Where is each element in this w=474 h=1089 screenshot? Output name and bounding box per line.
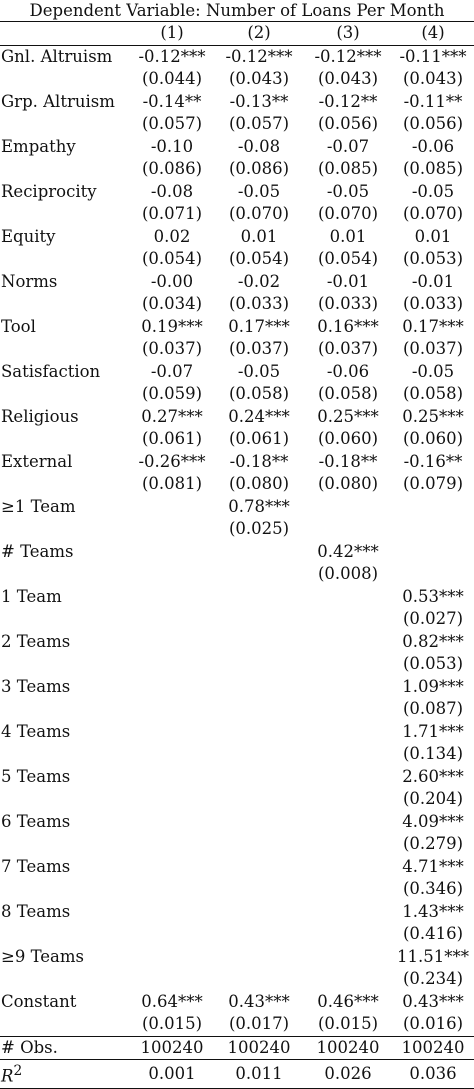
- coef-row: [0, 181, 474, 204]
- std-error-cell: (0.061): [228, 429, 290, 448]
- coefficient-cell: 0.25***: [402, 406, 464, 426]
- coefficient-cell: 0.19***: [141, 316, 203, 336]
- coefficient-cell: 0.01: [414, 226, 452, 246]
- coefficient-cell: [214, 721, 304, 744]
- std-error-cell: [130, 563, 214, 586]
- variable-label: 4 Teams: [1, 721, 71, 741]
- coef-row: [0, 946, 474, 969]
- std-error-cell: [304, 743, 392, 766]
- column-header-row: [0, 22, 474, 46]
- coefficient-cell: 0.43***: [402, 991, 464, 1011]
- coefficient-cell: 1.09***: [402, 676, 464, 696]
- std-error-cell: (0.057): [228, 114, 290, 133]
- std-error-cell: [130, 653, 214, 676]
- variable-label: 5 Teams: [1, 766, 71, 786]
- variable-label: Religious: [1, 406, 79, 426]
- coef-row: [0, 361, 474, 384]
- coefficient-cell: [214, 586, 304, 609]
- std-error-cell: [130, 743, 214, 766]
- coefficient-cell: -0.05: [237, 361, 281, 381]
- coefficient-cell: [214, 676, 304, 699]
- coef-row: [0, 45, 474, 68]
- std-error-cell: (0.058): [317, 384, 379, 403]
- se-row: [0, 428, 474, 451]
- se-label-blank: [0, 743, 130, 766]
- coefficient-cell: [130, 856, 214, 879]
- variable-label: # Teams: [1, 541, 74, 561]
- se-label-blank: [0, 158, 130, 181]
- variable-label: External: [1, 451, 73, 471]
- std-error-cell: [304, 698, 392, 721]
- std-error-cell: (0.033): [402, 294, 464, 313]
- coefficient-cell: [130, 541, 214, 564]
- coefficient-cell: -0.12***: [138, 46, 206, 66]
- coef-row: [0, 586, 474, 609]
- coefficient-cell: 0.25***: [317, 406, 379, 426]
- coefficient-cell: 2.60***: [402, 766, 464, 786]
- std-error-cell: (0.037): [141, 339, 203, 358]
- std-error-cell: (0.043): [228, 69, 290, 88]
- variable-label: 6 Teams: [1, 811, 71, 831]
- std-error-cell: [130, 788, 214, 811]
- obs-row: [0, 1036, 474, 1060]
- coefficient-cell: 0.42***: [317, 541, 379, 561]
- se-label-blank: [0, 878, 130, 901]
- std-error-cell: (0.234): [402, 969, 464, 988]
- coefficient-cell: -0.08: [150, 181, 194, 201]
- std-error-cell: (0.015): [317, 1014, 379, 1033]
- coefficient-cell: [214, 946, 304, 969]
- std-error-cell: (0.134): [402, 744, 464, 763]
- std-error-cell: [130, 878, 214, 901]
- std-error-cell: (0.044): [141, 69, 203, 88]
- coefficient-cell: -0.18**: [318, 451, 378, 471]
- coefficient-cell: -0.26***: [138, 451, 206, 471]
- variable-label: Gnl. Altruism: [1, 46, 113, 66]
- coefficient-cell: 0.27***: [141, 406, 203, 426]
- se-label-blank: [0, 113, 130, 136]
- se-row: [0, 833, 474, 856]
- std-error-cell: (0.058): [228, 384, 290, 403]
- se-label-blank: [0, 833, 130, 856]
- coefficient-cell: -0.05: [326, 181, 370, 201]
- table-body: [0, 45, 474, 1036]
- coef-row: [0, 766, 474, 789]
- se-row: [0, 923, 474, 946]
- se-label-blank: [0, 383, 130, 406]
- coefficient-cell: -0.01: [411, 271, 455, 291]
- coefficient-cell: [130, 496, 214, 519]
- coefficient-cell: [304, 721, 392, 744]
- variable-label: 7 Teams: [1, 856, 71, 876]
- coefficient-cell: 0.16***: [317, 316, 379, 336]
- coefficient-cell: -0.05: [237, 181, 281, 201]
- se-row: [0, 248, 474, 271]
- se-row: [0, 293, 474, 316]
- se-label-blank: [0, 563, 130, 586]
- variable-label: Constant: [1, 991, 77, 1011]
- coefficient-cell: -0.00: [150, 271, 194, 291]
- std-error-cell: [392, 518, 474, 541]
- std-error-cell: [214, 698, 304, 721]
- std-error-cell: (0.027): [402, 609, 464, 628]
- column-header-2: (2): [214, 22, 304, 46]
- se-row: [0, 968, 474, 991]
- se-label-blank: [0, 248, 130, 271]
- se-label-blank: [0, 698, 130, 721]
- se-label-blank: [0, 923, 130, 946]
- coefficient-cell: [130, 631, 214, 654]
- se-label-blank: [0, 653, 130, 676]
- coefficient-cell: [214, 901, 304, 924]
- coef-row: [0, 271, 474, 294]
- coefficient-cell: 0.17***: [228, 316, 290, 336]
- std-error-cell: (0.053): [402, 654, 464, 673]
- coefficient-cell: 0.82***: [402, 631, 464, 651]
- variable-label: 2 Teams: [1, 631, 71, 651]
- std-error-cell: [130, 698, 214, 721]
- coefficient-cell: [130, 901, 214, 924]
- coefficient-cell: -0.11***: [399, 46, 467, 66]
- std-error-cell: [130, 923, 214, 946]
- variable-label: ≥9 Teams: [1, 946, 85, 966]
- coefficient-cell: [130, 721, 214, 744]
- variable-label: Empathy: [1, 136, 76, 156]
- std-error-cell: (0.059): [141, 384, 203, 403]
- coefficient-cell: -0.07: [326, 136, 370, 156]
- std-error-cell: (0.086): [141, 159, 203, 178]
- column-header-3: (3): [304, 22, 392, 46]
- coefficient-cell: -0.18**: [229, 451, 289, 471]
- variable-label: Equity: [1, 226, 56, 246]
- coefficient-cell: -0.16**: [403, 451, 463, 471]
- coefficient-cell: 0.02: [153, 226, 191, 246]
- se-label-blank: [0, 293, 130, 316]
- std-error-cell: [214, 608, 304, 631]
- r2-row: [0, 1060, 474, 1089]
- std-error-cell: (0.085): [317, 159, 379, 178]
- std-error-cell: [304, 608, 392, 631]
- coefficient-cell: [130, 946, 214, 969]
- std-error-cell: [130, 968, 214, 991]
- std-error-cell: [214, 878, 304, 901]
- std-error-cell: (0.070): [317, 204, 379, 223]
- std-error-cell: (0.080): [228, 474, 290, 493]
- std-error-cell: [214, 743, 304, 766]
- r2-value-2: 0.011: [214, 1060, 304, 1089]
- coefficient-cell: -0.06: [411, 136, 455, 156]
- coef-row: [0, 811, 474, 834]
- variable-label: Satisfaction: [1, 361, 101, 381]
- coef-row: [0, 541, 474, 564]
- coefficient-cell: -0.05: [411, 181, 455, 201]
- se-label-blank: [0, 968, 130, 991]
- std-error-cell: (0.043): [402, 69, 464, 88]
- std-error-cell: (0.056): [402, 114, 464, 133]
- coefficient-cell: [304, 766, 392, 789]
- se-row: [0, 698, 474, 721]
- column-header-1: (1): [130, 22, 214, 46]
- std-error-cell: (0.070): [228, 204, 290, 223]
- coefficient-cell: [304, 586, 392, 609]
- std-error-cell: (0.056): [317, 114, 379, 133]
- coefficient-cell: -0.11**: [403, 91, 463, 111]
- std-error-cell: [214, 833, 304, 856]
- coef-row: [0, 856, 474, 879]
- coef-row: [0, 91, 474, 114]
- std-error-cell: (0.037): [317, 339, 379, 358]
- std-error-cell: (0.060): [317, 429, 379, 448]
- std-error-cell: [304, 878, 392, 901]
- coefficient-cell: 4.71***: [402, 856, 464, 876]
- coefficient-cell: -0.12**: [318, 91, 378, 111]
- coefficient-cell: -0.07: [150, 361, 194, 381]
- std-error-cell: (0.061): [141, 429, 203, 448]
- se-row: [0, 158, 474, 181]
- se-row: [0, 563, 474, 586]
- std-error-cell: (0.070): [402, 204, 464, 223]
- coefficient-cell: [304, 946, 392, 969]
- table-caption: Dependent Variable: Number of Loans Per Month: [29, 1, 445, 20]
- r2-superscript: 2: [13, 1063, 23, 1079]
- std-error-cell: (0.346): [402, 879, 464, 898]
- coef-row: [0, 136, 474, 159]
- se-row: [0, 68, 474, 91]
- se-row: [0, 338, 474, 361]
- std-error-cell: (0.017): [228, 1014, 290, 1033]
- coefficient-cell: 11.51***: [397, 946, 469, 966]
- std-error-cell: (0.057): [141, 114, 203, 133]
- std-error-cell: (0.058): [402, 384, 464, 403]
- coefficient-cell: -0.12***: [314, 46, 382, 66]
- coefficient-cell: [130, 811, 214, 834]
- coefficient-cell: -0.01: [326, 271, 370, 291]
- std-error-cell: (0.008): [317, 564, 379, 583]
- std-error-cell: (0.204): [402, 789, 464, 808]
- se-row: [0, 473, 474, 496]
- coefficient-cell: [130, 586, 214, 609]
- obs-value-3: 100240: [304, 1036, 392, 1060]
- variable-label: Grp. Altruism: [1, 91, 115, 111]
- coefficient-cell: [214, 811, 304, 834]
- coefficient-cell: [304, 631, 392, 654]
- std-error-cell: [214, 923, 304, 946]
- coefficient-cell: 0.01: [240, 226, 278, 246]
- std-error-cell: (0.037): [228, 339, 290, 358]
- coefficient-cell: 1.71***: [402, 721, 464, 741]
- se-label-blank: [0, 473, 130, 496]
- coefficient-cell: [304, 676, 392, 699]
- coefficient-cell: 4.09***: [402, 811, 464, 831]
- r2-value-1: 0.001: [130, 1060, 214, 1089]
- obs-value-4: 100240: [392, 1036, 474, 1060]
- variable-label: 8 Teams: [1, 901, 71, 921]
- std-error-cell: (0.060): [402, 429, 464, 448]
- coefficient-cell: [214, 856, 304, 879]
- coef-row: [0, 721, 474, 744]
- obs-value-2: 100240: [214, 1036, 304, 1060]
- coefficient-cell: 0.24***: [228, 406, 290, 426]
- std-error-cell: (0.054): [141, 249, 203, 268]
- std-error-cell: [304, 653, 392, 676]
- std-error-cell: (0.081): [141, 474, 203, 493]
- std-error-cell: [304, 968, 392, 991]
- r2-value-3: 0.026: [304, 1060, 392, 1089]
- coef-row: [0, 406, 474, 429]
- std-error-cell: (0.086): [228, 159, 290, 178]
- coefficient-cell: [304, 901, 392, 924]
- se-row: [0, 608, 474, 631]
- coefficient-cell: [214, 631, 304, 654]
- se-label-blank: [0, 788, 130, 811]
- coefficient-cell: [392, 496, 474, 519]
- coef-row: [0, 226, 474, 249]
- std-error-cell: (0.025): [228, 519, 290, 538]
- obs-value-1: 100240: [130, 1036, 214, 1060]
- std-error-cell: (0.033): [228, 294, 290, 313]
- coefficient-cell: [214, 766, 304, 789]
- std-error-cell: [130, 608, 214, 631]
- se-row: [0, 788, 474, 811]
- coefficient-cell: [392, 541, 474, 564]
- coefficient-cell: [304, 496, 392, 519]
- coefficient-cell: 0.01: [329, 226, 367, 246]
- coefficient-cell: 0.43***: [228, 991, 290, 1011]
- coefficient-cell: 0.78***: [228, 496, 290, 516]
- obs-label: # Obs.: [0, 1036, 130, 1060]
- variable-label: 3 Teams: [1, 676, 71, 696]
- std-error-cell: (0.053): [402, 249, 464, 268]
- coef-row: [0, 496, 474, 519]
- std-error-cell: [304, 788, 392, 811]
- std-error-cell: [214, 653, 304, 676]
- se-row: [0, 1013, 474, 1036]
- coefficient-cell: [130, 676, 214, 699]
- coefficient-cell: [214, 541, 304, 564]
- std-error-cell: (0.079): [402, 474, 464, 493]
- std-error-cell: (0.054): [228, 249, 290, 268]
- std-error-cell: (0.080): [317, 474, 379, 493]
- std-error-cell: [130, 833, 214, 856]
- se-row: [0, 383, 474, 406]
- se-row: [0, 653, 474, 676]
- std-error-cell: [304, 923, 392, 946]
- std-error-cell: (0.279): [402, 834, 464, 853]
- se-label-blank: [0, 68, 130, 91]
- se-label-blank: [0, 1013, 130, 1036]
- std-error-cell: (0.016): [402, 1014, 464, 1033]
- se-row: [0, 878, 474, 901]
- header-blank: [0, 22, 130, 46]
- variable-label: Tool: [1, 316, 36, 336]
- std-error-cell: (0.071): [141, 204, 203, 223]
- coef-row: [0, 676, 474, 699]
- std-error-cell: [304, 518, 392, 541]
- coefficient-cell: 0.64***: [141, 991, 203, 1011]
- se-label-blank: [0, 203, 130, 226]
- coefficient-cell: -0.05: [411, 361, 455, 381]
- coef-row: [0, 991, 474, 1014]
- coefficient-cell: [304, 856, 392, 879]
- coef-row: [0, 316, 474, 339]
- se-label-blank: [0, 338, 130, 361]
- r2-symbol: R: [1, 1066, 14, 1086]
- se-row: [0, 203, 474, 226]
- column-header-4: (4): [392, 22, 474, 46]
- variable-label: Norms: [1, 271, 58, 291]
- std-error-cell: [304, 833, 392, 856]
- coefficient-cell: -0.06: [326, 361, 370, 381]
- se-label-blank: [0, 518, 130, 541]
- std-error-cell: [130, 518, 214, 541]
- std-error-cell: (0.043): [317, 69, 379, 88]
- coefficient-cell: 1.43***: [402, 901, 464, 921]
- coefficient-cell: [130, 766, 214, 789]
- r2-value-4: 0.036: [392, 1060, 474, 1089]
- std-error-cell: (0.037): [402, 339, 464, 358]
- std-error-cell: [392, 563, 474, 586]
- se-row: [0, 518, 474, 541]
- std-error-cell: (0.015): [141, 1014, 203, 1033]
- se-label-blank: [0, 608, 130, 631]
- coefficient-cell: -0.12***: [225, 46, 293, 66]
- coefficient-cell: -0.10: [150, 136, 194, 156]
- std-error-cell: (0.087): [402, 699, 464, 718]
- coefficient-cell: [304, 811, 392, 834]
- std-error-cell: [214, 968, 304, 991]
- coefficient-cell: 0.53***: [402, 586, 464, 606]
- std-error-cell: [214, 563, 304, 586]
- se-label-blank: [0, 428, 130, 451]
- coef-row: [0, 901, 474, 924]
- std-error-cell: (0.085): [402, 159, 464, 178]
- coefficient-cell: -0.08: [237, 136, 281, 156]
- variable-label: ≥1 Team: [1, 496, 76, 516]
- se-row: [0, 113, 474, 136]
- se-row: [0, 743, 474, 766]
- coefficient-cell: -0.02: [237, 271, 281, 291]
- variable-label: Reciprocity: [1, 181, 97, 201]
- std-error-cell: (0.033): [317, 294, 379, 313]
- coefficient-cell: -0.13**: [229, 91, 289, 111]
- coefficient-cell: 0.17***: [402, 316, 464, 336]
- variable-label: 1 Team: [1, 586, 62, 606]
- std-error-cell: (0.054): [317, 249, 379, 268]
- std-error-cell: [214, 788, 304, 811]
- coef-row: [0, 451, 474, 474]
- coefficient-cell: -0.14**: [142, 91, 202, 111]
- coef-row: [0, 631, 474, 654]
- std-error-cell: (0.034): [141, 294, 203, 313]
- r2-label: [0, 1060, 130, 1089]
- coefficient-cell: 0.46***: [317, 991, 379, 1011]
- std-error-cell: (0.416): [402, 924, 464, 943]
